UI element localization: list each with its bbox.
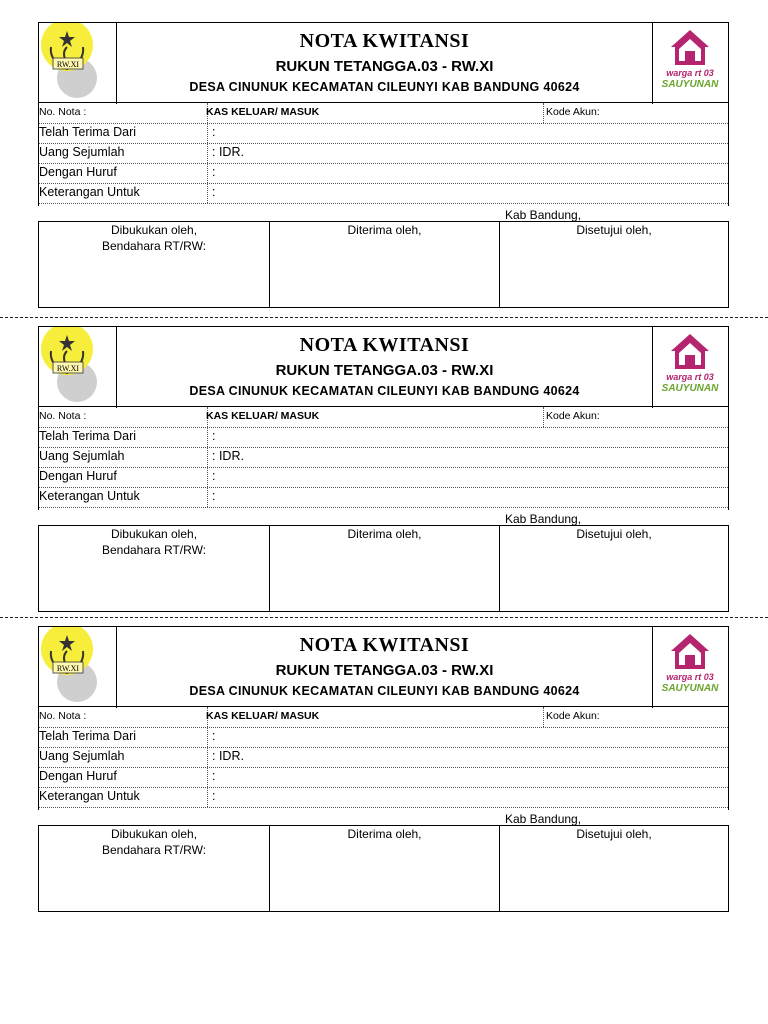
nota-value: KAS KELUAR/ MASUK xyxy=(206,106,320,118)
kode-akun-label: Kode Akun: xyxy=(546,410,600,422)
receipt-title: NOTA KWITANSI xyxy=(299,30,470,52)
signature-approved: Disetujui oleh, xyxy=(499,222,728,307)
receipt-subtitle: RUKUN TETANGGA.03 - RW.XI xyxy=(275,362,494,379)
field-keterangan-untuk[interactable]: Keterangan Untuk : xyxy=(39,184,728,204)
svg-text:warga rt 03: warga rt 03 xyxy=(666,372,714,382)
title-area xyxy=(117,327,652,408)
receipt-header xyxy=(38,626,729,707)
signature-approved: Disetujui oleh, xyxy=(499,526,728,611)
svg-text:warga rt 03: warga rt 03 xyxy=(666,68,714,78)
nota-label: No. Nota : xyxy=(39,710,87,722)
nota-value: KAS KELUAR/ MASUK xyxy=(206,710,320,722)
title-area xyxy=(117,627,652,708)
signature-bookkeeper: Dibukukan oleh, Bendahara RT/RW: xyxy=(101,223,207,253)
field-dengan-huruf[interactable]: Dengan Huruf : xyxy=(39,468,728,488)
field-telah-terima-dari[interactable]: Telah Terima Dari : xyxy=(39,124,728,144)
svg-text:RW.XI: RW.XI xyxy=(56,60,80,69)
receipt-2 xyxy=(38,326,729,612)
receipt-address: DESA CINUNUK KECAMATAN CILEUNYI KAB BANDUNG 40624 xyxy=(189,80,580,94)
svg-text:SAUYUNAN: SAUYUNAN xyxy=(661,683,719,694)
title-area xyxy=(117,23,652,104)
svg-text:warga rt 03: warga rt 03 xyxy=(666,672,714,682)
field-uang-sejumlah[interactable]: Uang Sejumlah : IDR. xyxy=(39,748,728,768)
receipt-header xyxy=(38,326,729,407)
svg-text:RW.XI: RW.XI xyxy=(56,664,80,673)
svg-text:RW.XI: RW.XI xyxy=(56,364,80,373)
receipt-fields xyxy=(38,103,729,206)
signature-received: Diterima oleh, xyxy=(269,526,499,611)
city-label: Kab Bandung, xyxy=(505,512,582,526)
receipt-title: NOTA KWITANSI xyxy=(299,634,470,656)
nota-label: No. Nota : xyxy=(39,106,87,118)
receipt-3 xyxy=(38,626,729,912)
cut-line xyxy=(0,317,768,318)
kode-akun-label: Kode Akun: xyxy=(546,710,600,722)
house-logo-icon xyxy=(652,23,728,104)
kode-akun-label: Kode Akun: xyxy=(546,106,600,118)
nota-row xyxy=(39,103,728,124)
signature-approved: Disetujui oleh, xyxy=(499,826,728,911)
signature-block xyxy=(38,825,729,912)
signature-block xyxy=(38,525,729,612)
receipt-header xyxy=(38,22,729,103)
signature-received: Diterima oleh, xyxy=(269,222,499,307)
rw-xi-emblem-icon xyxy=(39,627,117,708)
receipt-fields xyxy=(38,707,729,810)
signature-received: Diterima oleh, xyxy=(269,826,499,911)
field-keterangan-untuk[interactable]: Keterangan Untuk : xyxy=(39,788,728,808)
field-telah-terima-dari[interactable]: Telah Terima Dari : xyxy=(39,428,728,448)
nota-row xyxy=(39,707,728,728)
field-dengan-huruf[interactable]: Dengan Huruf : xyxy=(39,164,728,184)
nota-value: KAS KELUAR/ MASUK xyxy=(206,410,320,422)
city-label: Kab Bandung, xyxy=(505,208,582,222)
nota-label: No. Nota : xyxy=(39,410,87,422)
field-telah-terima-dari[interactable]: Telah Terima Dari : xyxy=(39,728,728,748)
field-uang-sejumlah[interactable]: Uang Sejumlah : IDR. xyxy=(39,144,728,164)
receipt-subtitle: RUKUN TETANGGA.03 - RW.XI xyxy=(275,58,494,75)
rw-xi-emblem-icon xyxy=(39,23,117,104)
receipt-subtitle: RUKUN TETANGGA.03 - RW.XI xyxy=(275,662,494,679)
field-dengan-huruf[interactable]: Dengan Huruf : xyxy=(39,768,728,788)
receipt-1 xyxy=(38,22,729,308)
rw-xi-emblem-icon xyxy=(39,327,117,408)
signature-bookkeeper: Dibukukan oleh, Bendahara RT/RW: xyxy=(101,527,207,557)
field-uang-sejumlah[interactable]: Uang Sejumlah : IDR. xyxy=(39,448,728,468)
receipt-address: DESA CINUNUK KECAMATAN CILEUNYI KAB BANDUNG 40624 xyxy=(189,684,580,698)
signature-block xyxy=(38,221,729,308)
house-logo-icon xyxy=(652,627,728,708)
nota-row xyxy=(39,407,728,428)
svg-text:SAUYUNAN: SAUYUNAN xyxy=(661,79,719,90)
receipt-address: DESA CINUNUK KECAMATAN CILEUNYI KAB BANDUNG 40624 xyxy=(189,384,580,398)
signature-bookkeeper: Dibukukan oleh, Bendahara RT/RW: xyxy=(101,827,207,857)
svg-text:SAUYUNAN: SAUYUNAN xyxy=(661,383,719,394)
receipt-fields xyxy=(38,407,729,510)
city-label: Kab Bandung, xyxy=(505,812,582,826)
field-keterangan-untuk[interactable]: Keterangan Untuk : xyxy=(39,488,728,508)
receipt-title: NOTA KWITANSI xyxy=(299,334,470,356)
cut-line xyxy=(0,617,768,618)
house-logo-icon xyxy=(652,327,728,408)
